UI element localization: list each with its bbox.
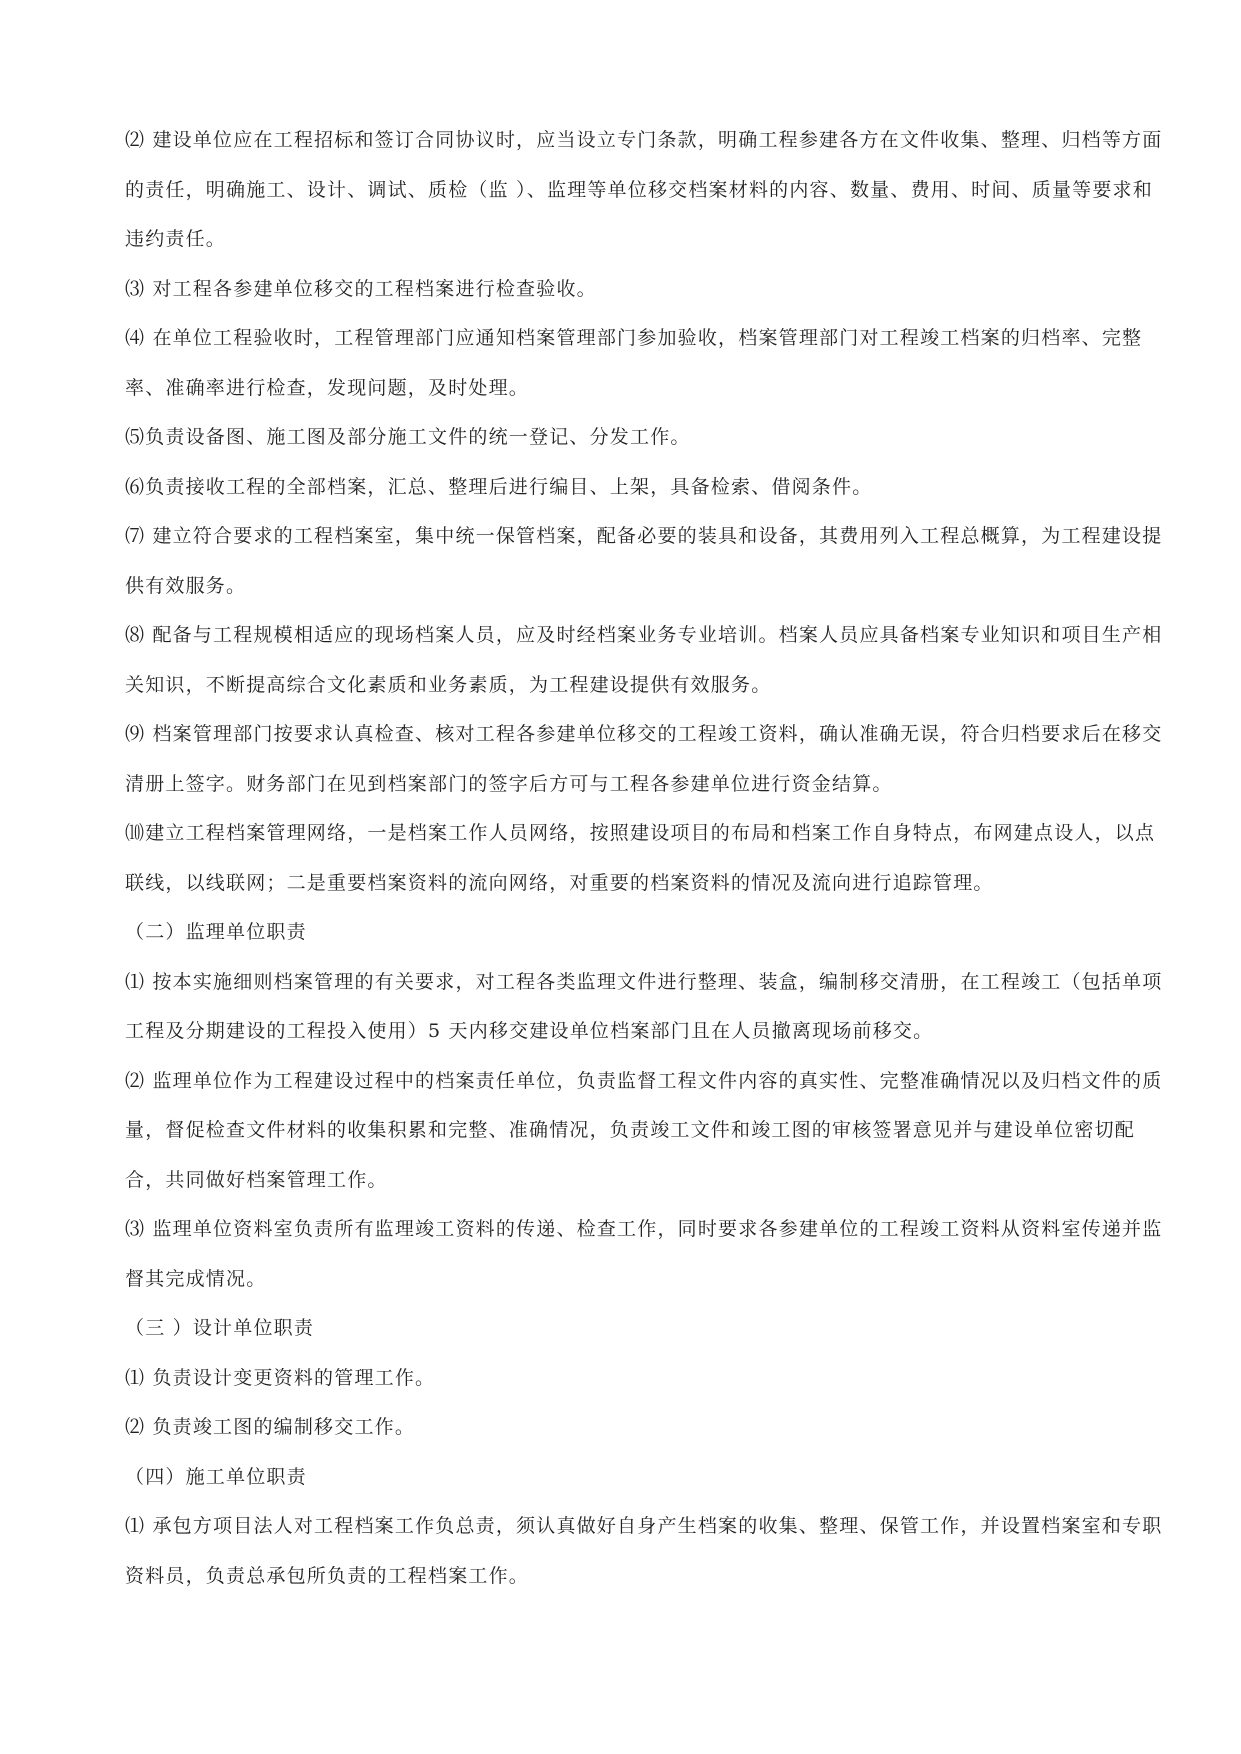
paragraph: ⑵ 负责竣工图的编制移交工作。 — [125, 1416, 416, 1438]
document-body — [125, 116, 1170, 1601]
paragraph: ⑻ 配备与工程规模相适应的现场档案人员，应及时经档案业务专业培训。档案人员应具备档案专业知识和项目生产相关知识，不断提高综合文化素质和业务素质，为工程建设提供有效服务。 — [125, 624, 1163, 696]
paragraph: ⑺ 建立符合要求的工程档案室，集中统一保管档案，配备必要的装具和设备，其费用列入工程总概算，为工程建设提供有效服务。 — [125, 525, 1163, 597]
paragraph: ⑶ 监理单位资料室负责所有监理竣工资料的传递、检查工作，同时要求各参建单位的工程竣工资料从资料室传递并监督其完成情况。 — [125, 1218, 1163, 1290]
paragraph: ⑷ 在单位工程验收时，工程管理部门应通知档案管理部门参加验收，档案管理部门对工程竣工档案的归档率、完整率、准确率进行检查，发现问题，及时处理。 — [125, 327, 1143, 399]
paragraph: ⑵ 监理单位作为工程建设过程中的档案责任单位，负责监督工程文件内容的真实性、完整准确情况以及归档文件的质量，督促检查文件材料的收集积累和完整、准确情况，负责竣工文件和竣工图的审核签署意见并与建设单位密切配合，共同做好档案管理工作。 — [125, 1069, 1163, 1191]
section-heading: （二）监理单位职责 — [125, 921, 307, 943]
paragraph: ⑴ 按本实施细则档案管理的有关要求，对工程各类监理文件进行整理、装盒，编制移交清册，在工程竣工（包括单项工程及分期建设的工程投入使用）5 天内移交建设单位档案部门且在人员撤离现场前移交。 — [125, 970, 1163, 1042]
paragraph: ⑶ 对工程各参建单位移交的工程档案进行检查验收。 — [125, 277, 597, 300]
paragraph: ⑹负责接收工程的全部档案，汇总、整理后进行编目、上架，具备检索、借阅条件。 — [125, 475, 873, 498]
paragraph: ⑵ 建设单位应在工程招标和签订合同协议时，应当设立专门条款，明确工程参建各方在文件收集、整理、归档等方面的责任，明确施工、设计、调试、质检（监 ）、监理等单位移交档案材料的内容、数量、费用、时间、质量等要求和违约责任。 — [125, 129, 1163, 250]
paragraph: ⑴ 承包方项目法人对工程档案工作负总责，须认真做好自身产生档案的收集、整理、保管工作，并设置档案室和专职资料员，负责总承包所负责的工程档案工作。 — [125, 1515, 1163, 1587]
paragraph: ⑽建立工程档案管理网络，一是档案工作人员网络，按照建设项目的布局和档案工作自身特点，布网建点设人，以点联线，以线联网；二是重要档案资料的流向网络，对重要的档案资料的情况及流向进行追踪管理。 — [125, 822, 1156, 894]
paragraph: ⑼ 档案管理部门按要求认真检查、核对工程各参建单位移交的工程竣工资料，确认准确无误，符合归档要求后在移交清册上签字。财务部门在见到档案部门的签字后方可与工程各参建单位进行资金结算。 — [125, 723, 1163, 795]
section-heading: （四）施工单位职责 — [125, 1465, 307, 1488]
paragraph: ⑴ 负责设计变更资料的管理工作。 — [125, 1366, 436, 1389]
section-heading: （三 ）设计单位职责 — [125, 1317, 315, 1339]
paragraph: ⑸负责设备图、施工图及部分施工文件的统一登记、分发工作。 — [125, 426, 691, 448]
